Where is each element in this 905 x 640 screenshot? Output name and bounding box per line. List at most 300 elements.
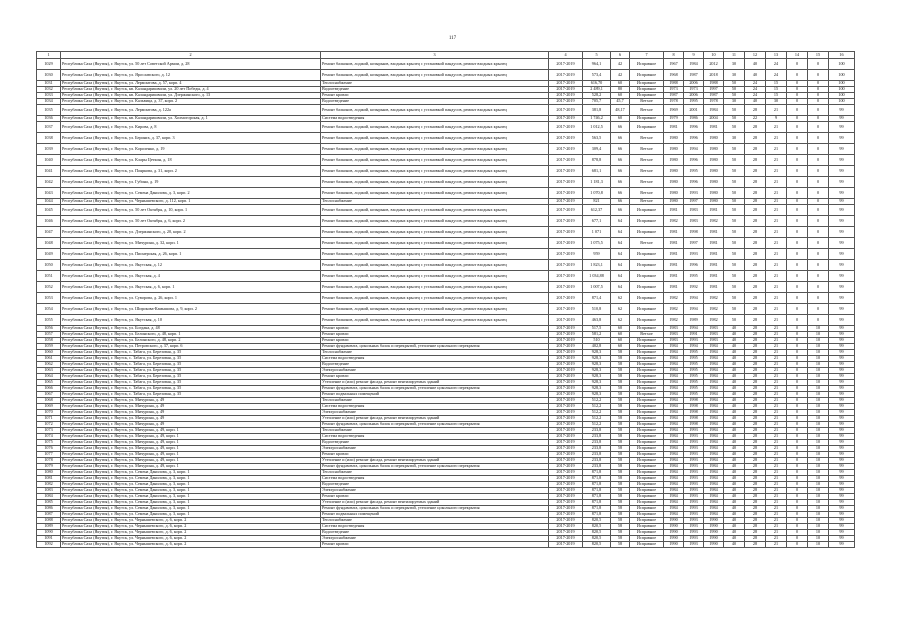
cell-work-type: Ремонт балконов, лоджий, козырьков, входных крылец с установкой пандусов, ремонт входных крылец xyxy=(321,282,549,293)
cell-col-11: 40 xyxy=(724,476,745,482)
cell-col-14: 0 xyxy=(787,452,808,458)
cell-address: Республика Саха (Якутия), г. Якутск, ул. Мичурина, д. 49 xyxy=(61,416,321,422)
cell-col-14: 0 xyxy=(787,524,808,530)
table-row xyxy=(37,105,855,116)
cell-year-built: 1968 xyxy=(664,70,684,81)
cell-row-number: 1055 xyxy=(37,315,61,326)
cell-area: 871,8 xyxy=(583,506,611,512)
cell-row-number: 1033 xyxy=(37,93,61,99)
cell-area: 928,3 xyxy=(583,380,611,386)
cell-year-built: 1988 xyxy=(664,81,684,87)
cell-col-16: 99 xyxy=(829,304,855,315)
cell-year-x: 1984 xyxy=(704,386,724,392)
cell-col-12: 28 xyxy=(745,249,766,260)
cell-work-type: Электроснабжение xyxy=(321,446,549,452)
cell-year-x: 1988 xyxy=(704,81,724,87)
cell-area: 510 xyxy=(583,338,611,344)
cell-address: Республика Саха (Якутия), г. Якутск, ул. Петровского, д. 37, корп. 6 xyxy=(61,344,321,350)
cell-area: 964,1 xyxy=(583,59,611,70)
cell-row-number: 1064 xyxy=(37,374,61,380)
cell-col-15: 10 xyxy=(808,380,829,386)
cell-wear: 58 xyxy=(611,428,630,434)
cell-work-type: Ремонт балконов, лоджий, козырьков, входных крылец с установкой пандусов, ремонт входных крылец xyxy=(321,166,549,177)
cell-area: 928,3 xyxy=(583,362,611,368)
cell-row-number: 1049 xyxy=(37,249,61,260)
cell-year-built: 1984 xyxy=(664,458,684,464)
cell-wear: 58 xyxy=(611,446,630,452)
table-row xyxy=(37,205,855,216)
cell-col-13: 21 xyxy=(766,392,787,398)
cell-col-15: 0 xyxy=(808,315,829,326)
cell-wear: 60 xyxy=(611,116,630,122)
cell-col-15: 10 xyxy=(808,356,829,362)
cell-year-built: 1984 xyxy=(664,416,684,422)
cell-year-x: 1984 xyxy=(704,392,724,398)
table-row xyxy=(37,144,855,155)
cell-condition: Исправное xyxy=(630,87,664,93)
cell-col-16: 99 xyxy=(829,350,855,356)
cell-area: 928,3 xyxy=(583,386,611,392)
cell-col-15: 10 xyxy=(808,350,829,356)
cell-col-14: 0 xyxy=(787,422,808,428)
cell-address: Республика Саха (Якутия), г. Якутск, с. Табага, ул. Березовая, д. 35 xyxy=(61,350,321,356)
cell-col-11: 40 xyxy=(724,416,745,422)
cell-year-last-repair: 1992 xyxy=(684,282,704,293)
cell-condition: Исправное xyxy=(630,452,664,458)
cell-wear: 58 xyxy=(611,506,630,512)
cell-condition: Ветхое xyxy=(630,177,664,188)
cell-col-16: 100 xyxy=(829,59,855,70)
cell-period: 2017-2019 xyxy=(549,488,583,494)
cell-wear: 58 xyxy=(611,500,630,506)
cell-col-16: 99 xyxy=(829,542,855,548)
cell-col-16: 99 xyxy=(829,536,855,542)
cell-condition: Исправное xyxy=(630,428,664,434)
cell-area: 309,4 xyxy=(583,144,611,155)
cell-row-number: 1087 xyxy=(37,512,61,518)
cell-condition: Исправное xyxy=(630,350,664,356)
cell-address: Республика Саха (Якутия), г. Якутск, ул. Чернышевского, д. 6, корп. 2 xyxy=(61,518,321,524)
cell-col-13: 21 xyxy=(766,249,787,260)
table-row xyxy=(37,293,855,304)
cell-col-16: 100 xyxy=(829,87,855,93)
cell-year-x: 1984 xyxy=(704,482,724,488)
cell-work-type: Ремонт кровли xyxy=(321,326,549,332)
cell-col-14: 0 xyxy=(787,404,808,410)
cell-year-built: 1984 xyxy=(664,428,684,434)
cell-col-13: 21 xyxy=(766,470,787,476)
cell-wear: 58 xyxy=(611,410,630,416)
cell-col-14: 0 xyxy=(787,398,808,404)
cell-work-type: Ремонт кровли xyxy=(321,93,549,99)
cell-col-11: 50 xyxy=(724,238,745,249)
cell-col-16: 99 xyxy=(829,398,855,404)
cell-year-last-repair: 1995 xyxy=(684,166,704,177)
cell-year-x: 1984 xyxy=(704,350,724,356)
cell-col-11: 50 xyxy=(724,188,745,199)
cell-col-14: 0 xyxy=(787,470,808,476)
cell-col-14: 0 xyxy=(787,380,808,386)
cell-col-12: 28 xyxy=(745,518,766,524)
cell-year-built: 1980 xyxy=(664,188,684,199)
cell-col-12: 28 xyxy=(745,282,766,293)
cell-wear: 60 xyxy=(611,332,630,338)
cell-period: 2017-2019 xyxy=(549,422,583,428)
cell-year-last-repair: 1998 xyxy=(684,410,704,416)
cell-work-type: Ремонт балконов, лоджий, козырьков, входных крылец с установкой пандусов, ремонт входных крылец xyxy=(321,177,549,188)
cell-col-12: 28 xyxy=(745,476,766,482)
cell-col-12: 28 xyxy=(745,368,766,374)
cell-year-last-repair: 2006 xyxy=(684,81,704,87)
cell-year-last-repair: 1993 xyxy=(684,446,704,452)
cell-work-type: Система водоотведения xyxy=(321,524,549,530)
cell-col-14: 0 xyxy=(787,216,808,227)
cell-wear: 60 xyxy=(611,326,630,332)
cell-area: 928,3 xyxy=(583,374,611,380)
cell-row-number: 1042 xyxy=(37,177,61,188)
cell-area: 821 xyxy=(583,199,611,205)
cell-year-last-repair: 1998 xyxy=(684,416,704,422)
cell-col-11: 40 xyxy=(724,446,745,452)
cell-col-13: 21 xyxy=(766,216,787,227)
cell-year-x: 1984 xyxy=(704,428,724,434)
cell-condition: Исправное xyxy=(630,362,664,368)
cell-period: 2017-2019 xyxy=(549,446,583,452)
cell-col-14: 0 xyxy=(787,488,808,494)
cell-wear: 58 xyxy=(611,488,630,494)
cell-year-last-repair: 1993 xyxy=(684,530,704,536)
cell-wear: 58 xyxy=(611,470,630,476)
cell-col-12: 28 xyxy=(745,482,766,488)
cell-wear: 58 xyxy=(611,494,630,500)
cell-period: 2017-2019 xyxy=(549,368,583,374)
cell-year-x: 1978 xyxy=(704,99,724,105)
cell-area: 871,8 xyxy=(583,488,611,494)
cell-col-12: 28 xyxy=(745,133,766,144)
cell-row-number: 1039 xyxy=(37,144,61,155)
cell-col-11: 40 xyxy=(724,518,745,524)
cell-condition: Исправное xyxy=(630,494,664,500)
cell-year-last-repair: 1993 xyxy=(684,524,704,530)
cell-col-15: 10 xyxy=(808,326,829,332)
cell-work-type: Ремонт балконов, лоджий, козырьков, входных крылец с установкой пандусов, ремонт входных крылец xyxy=(321,188,549,199)
cell-col-13: 21 xyxy=(766,536,787,542)
cell-col-16: 100 xyxy=(829,99,855,105)
table-row xyxy=(37,422,855,428)
cell-row-number: 1044 xyxy=(37,199,61,205)
cell-year-x: 1984 xyxy=(704,446,724,452)
cell-area: 820,5 xyxy=(583,518,611,524)
cell-col-11: 50 xyxy=(724,105,745,116)
cell-year-last-repair: 1994 xyxy=(684,144,704,155)
cell-year-built: 1969 xyxy=(664,105,684,116)
cell-year-last-repair: 1993 xyxy=(684,536,704,542)
cell-col-12: 28 xyxy=(745,326,766,332)
cell-year-built: 1984 xyxy=(664,434,684,440)
cell-period: 2017-2019 xyxy=(549,282,583,293)
cell-year-built: 1984 xyxy=(664,482,684,488)
cell-year-last-repair: 1993 xyxy=(684,476,704,482)
cell-year-last-repair: 1994 xyxy=(684,344,704,350)
cell-col-11: 50 xyxy=(724,144,745,155)
cell-col-12: 28 xyxy=(745,332,766,338)
cell-area: 512,2 xyxy=(583,422,611,428)
cell-year-built: 1990 xyxy=(664,524,684,530)
cell-work-type: Ремонт балконов, лоджий, козырьков, входных крылец с установкой пандусов, ремонт входных крылец xyxy=(321,216,549,227)
cell-col-12: 28 xyxy=(745,362,766,368)
cell-year-x: 1980 xyxy=(704,177,724,188)
cell-col-11: 40 xyxy=(724,530,745,536)
cell-col-12: 24 xyxy=(745,93,766,99)
cell-year-x: 1984 xyxy=(704,404,724,410)
cell-wear: 62 xyxy=(611,304,630,315)
cell-row-number: 1040 xyxy=(37,155,61,166)
cell-col-16: 99 xyxy=(829,428,855,434)
cell-year-last-repair: 1995 xyxy=(684,350,704,356)
cell-year-last-repair: 1995 xyxy=(684,99,704,105)
cell-col-12: 28 xyxy=(745,428,766,434)
cell-address: Республика Саха (Якутия), г. Якутск, с. Табага, ул. Березовая, д. 35 xyxy=(61,386,321,392)
cell-year-built: 1981 xyxy=(664,282,684,293)
cell-address: Республика Саха (Якутия), г. Якутск, ул. Мичурина, д. 49, корп. 1 xyxy=(61,428,321,434)
cell-period: 2017-2019 xyxy=(549,116,583,122)
table-row xyxy=(37,386,855,392)
cell-col-13: 21 xyxy=(766,144,787,155)
cell-condition: Исправное xyxy=(630,422,664,428)
cell-row-number: 1068 xyxy=(37,398,61,404)
cell-col-16: 99 xyxy=(829,476,855,482)
cell-col-15: 0 xyxy=(808,271,829,282)
cell-period: 2017-2019 xyxy=(549,93,583,99)
cell-condition: Ветхое xyxy=(630,155,664,166)
cell-col-15: 10 xyxy=(808,428,829,434)
cell-work-type: Электроснабжение xyxy=(321,488,549,494)
cell-year-x: 1981 xyxy=(704,260,724,271)
cell-col-15: 10 xyxy=(808,518,829,524)
cell-col-14: 0 xyxy=(787,362,808,368)
cell-period: 2017-2019 xyxy=(549,494,583,500)
cell-condition: Исправное xyxy=(630,500,664,506)
cell-year-built: 1984 xyxy=(664,440,684,446)
cell-row-number: 1047 xyxy=(37,227,61,238)
cell-period: 2017-2019 xyxy=(549,260,583,271)
cell-col-15: 0 xyxy=(808,122,829,133)
cell-area: 2 489,1 xyxy=(583,87,611,93)
cell-col-12: 28 xyxy=(745,416,766,422)
cell-year-built: 1984 xyxy=(664,368,684,374)
cell-col-13: 21 xyxy=(766,500,787,506)
cell-address: Республика Саха (Якутия), г. Якутск, ул. Семена Данилова, д. 3, корп. 1 xyxy=(61,476,321,482)
cell-work-type: Ремонт балконов, лоджий, козырьков, входных крылец с установкой пандусов, ремонт входных крылец xyxy=(321,249,549,260)
cell-address: Республика Саха (Якутия), г. Якутск, с. Табага, ул. Березовая, д. 35 xyxy=(61,380,321,386)
cell-row-number: 1057 xyxy=(37,332,61,338)
cell-condition: Исправное xyxy=(630,506,664,512)
column-header: 7 xyxy=(630,52,664,59)
cell-address: Республика Саха (Якутия), г. Якутск, ул. Семена Данилова, д. 3, корп. 1 xyxy=(61,494,321,500)
cell-col-11: 50 xyxy=(724,155,745,166)
cell-year-built: 1984 xyxy=(664,422,684,428)
cell-col-11: 40 xyxy=(724,392,745,398)
cell-col-11: 50 xyxy=(724,293,745,304)
cell-condition: Исправное xyxy=(630,315,664,326)
cell-col-11: 50 xyxy=(724,87,745,93)
cell-col-15: 10 xyxy=(808,512,829,518)
cell-col-14: 0 xyxy=(787,59,808,70)
cell-address: Республика Саха (Якутия), г. Якутск, кв. Каландаришвили, ул. Холмогорская, д. 1 xyxy=(61,116,321,122)
cell-condition: Исправное xyxy=(630,293,664,304)
cell-col-15: 0 xyxy=(808,105,829,116)
cell-period: 2017-2019 xyxy=(549,362,583,368)
cell-col-11: 50 xyxy=(724,177,745,188)
cell-condition: Исправное xyxy=(630,216,664,227)
cell-col-12: 28 xyxy=(745,344,766,350)
cell-row-number: 1038 xyxy=(37,133,61,144)
cell-col-15: 10 xyxy=(808,494,829,500)
cell-row-number: 1036 xyxy=(37,116,61,122)
cell-col-11: 50 xyxy=(724,227,745,238)
cell-col-13: 21 xyxy=(766,446,787,452)
cell-col-14: 0 xyxy=(787,105,808,116)
cell-col-15: 0 xyxy=(808,282,829,293)
cell-year-built: 1973 xyxy=(664,87,684,93)
cell-work-type: Ремонт балконов, лоджий, козырьков, входных крылец с установкой пандусов, ремонт входных крылец xyxy=(321,105,549,116)
cell-col-15: 0 xyxy=(808,166,829,177)
cell-col-12: 28 xyxy=(745,530,766,536)
cell-col-12: 24 xyxy=(745,87,766,93)
cell-year-built: 1984 xyxy=(664,350,684,356)
cell-col-11: 40 xyxy=(724,398,745,404)
cell-col-11: 40 xyxy=(724,494,745,500)
cell-year-x: 1987 xyxy=(704,93,724,99)
cell-col-15: 0 xyxy=(808,133,829,144)
cell-area: 871,8 xyxy=(583,500,611,506)
cell-period: 2017-2019 xyxy=(549,177,583,188)
cell-col-15: 10 xyxy=(808,338,829,344)
cell-work-type: Электроснабжение xyxy=(321,410,549,416)
cell-wear: 58 xyxy=(611,542,630,548)
cell-year-x: 1984 xyxy=(704,470,724,476)
cell-work-type: Ремонт балконов, лоджий, козырьков, входных крылец с установкой пандусов, ремонт входных крылец xyxy=(321,59,549,70)
cell-wear: 42 xyxy=(611,70,630,81)
cell-area: 871,4 xyxy=(583,293,611,304)
cell-col-15: 0 xyxy=(808,116,829,122)
cell-col-14: 0 xyxy=(787,536,808,542)
cell-condition: Исправное xyxy=(630,470,664,476)
cell-col-13: 21 xyxy=(766,440,787,446)
cell-col-16: 99 xyxy=(829,133,855,144)
cell-col-15: 10 xyxy=(808,452,829,458)
cell-year-x: 1980 xyxy=(704,155,724,166)
cell-col-13: 21 xyxy=(766,542,787,548)
cell-col-13: 21 xyxy=(766,332,787,338)
cell-row-number: 1061 xyxy=(37,356,61,362)
cell-area: 510,8 xyxy=(583,304,611,315)
column-header: 8 xyxy=(664,52,684,59)
cell-col-14: 0 xyxy=(787,458,808,464)
cell-period: 2017-2019 xyxy=(549,344,583,350)
cell-year-x: 1984 xyxy=(704,105,724,116)
cell-col-15: 10 xyxy=(808,536,829,542)
cell-col-13: 21 xyxy=(766,133,787,144)
cell-work-type: Водоотведение xyxy=(321,99,549,105)
cell-area: 233,8 xyxy=(583,464,611,470)
cell-col-13: 21 xyxy=(766,530,787,536)
cell-period: 2017-2019 xyxy=(549,374,583,380)
cell-period: 2017-2019 xyxy=(549,458,583,464)
cell-col-12: 28 xyxy=(745,122,766,133)
cell-col-16: 99 xyxy=(829,177,855,188)
table-row xyxy=(37,542,855,548)
cell-year-x: 1990 xyxy=(704,536,724,542)
cell-col-14: 0 xyxy=(787,440,808,446)
cell-wear: 64 xyxy=(611,238,630,249)
cell-year-built: 1984 xyxy=(664,464,684,470)
cell-year-built: 1984 xyxy=(664,446,684,452)
cell-col-13: 21 xyxy=(766,428,787,434)
cell-period: 2017-2019 xyxy=(549,356,583,362)
cell-address: Республика Саха (Якутия), г. Якутск, ул. Мичурина, д. 32, корп. 1 xyxy=(61,238,321,249)
cell-year-x: 1984 xyxy=(704,440,724,446)
cell-year-last-repair: 1998 xyxy=(684,422,704,428)
cell-wear: 58 xyxy=(611,536,630,542)
cell-area: 512,2 xyxy=(583,410,611,416)
cell-col-16: 99 xyxy=(829,105,855,116)
cell-col-11: 40 xyxy=(724,512,745,518)
cell-col-11: 40 xyxy=(724,404,745,410)
cell-wear: 58 xyxy=(611,416,630,422)
cell-col-16: 99 xyxy=(829,122,855,133)
table-row xyxy=(37,59,855,70)
cell-work-type: Ремонт балконов, лоджий, козырьков, входных крылец с установкой пандусов, ремонт входных крылец xyxy=(321,238,549,249)
cell-col-16: 99 xyxy=(829,216,855,227)
cell-wear: 66 xyxy=(611,166,630,177)
cell-year-built: 1984 xyxy=(664,512,684,518)
cell-work-type: Ремонт балконов, лоджий, козырьков, входных крылец с установкой пандусов, ремонт входных крылец xyxy=(321,122,549,133)
cell-work-type: Теплоснабжение xyxy=(321,470,549,476)
cell-col-16: 100 xyxy=(829,81,855,87)
cell-condition: Исправное xyxy=(630,518,664,524)
cell-condition: Исправное xyxy=(630,59,664,70)
cell-year-x: 1983 xyxy=(704,332,724,338)
cell-col-15: 10 xyxy=(808,530,829,536)
cell-col-16: 99 xyxy=(829,434,855,440)
cell-year-x: 1980 xyxy=(704,188,724,199)
cell-col-16: 100 xyxy=(829,93,855,99)
cell-col-16: 99 xyxy=(829,332,855,338)
table-row xyxy=(37,70,855,81)
cell-work-type: Ремонт балконов, лоджий, козырьков, входных крылец с установкой пандусов, ремонт входных крылец xyxy=(321,205,549,216)
cell-col-15: 0 xyxy=(808,205,829,216)
cell-col-13: 21 xyxy=(766,304,787,315)
cell-wear: 58 xyxy=(611,374,630,380)
cell-address: Республика Саха (Якутия), г. Якутск, ул. Мичурина, д. 49, корп. 1 xyxy=(61,464,321,470)
cell-col-11: 40 xyxy=(724,506,745,512)
cell-condition: Исправное xyxy=(630,488,664,494)
cell-period: 2017-2019 xyxy=(549,332,583,338)
cell-col-14: 0 xyxy=(787,293,808,304)
cell-year-built: 1983 xyxy=(664,332,684,338)
table-row xyxy=(37,315,855,326)
cell-col-15: 10 xyxy=(808,422,829,428)
cell-year-last-repair: 1995 xyxy=(684,380,704,386)
cell-col-16: 99 xyxy=(829,338,855,344)
cell-col-13: 21 xyxy=(766,199,787,205)
cell-period: 2017-2019 xyxy=(549,542,583,548)
cell-wear: 58 xyxy=(611,452,630,458)
cell-wear: 58 xyxy=(611,422,630,428)
cell-address: Республика Саха (Якутия), г. Якутск, ул. Семена Данилова, д. 3, корп. 1 xyxy=(61,482,321,488)
cell-row-number: 1034 xyxy=(37,99,61,105)
